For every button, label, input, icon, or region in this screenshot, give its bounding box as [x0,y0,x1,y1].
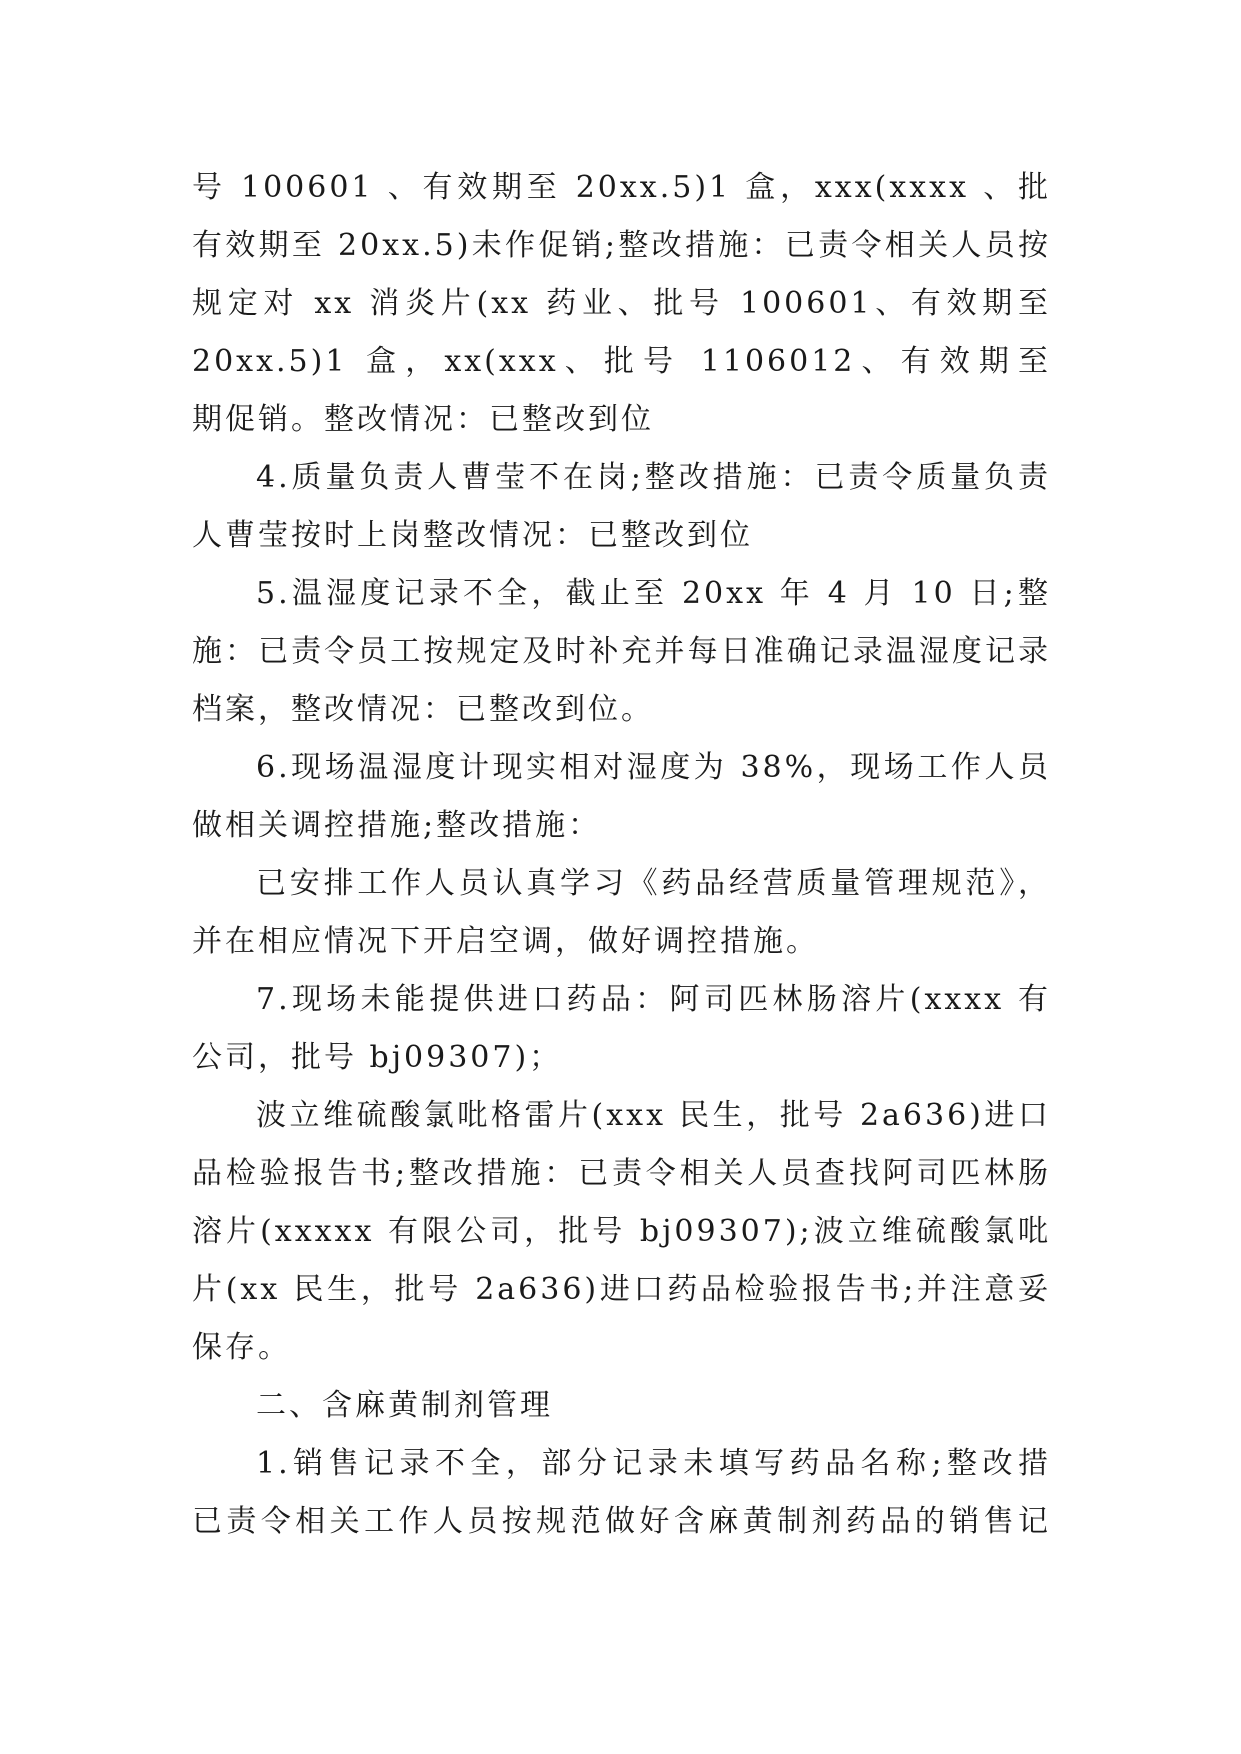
text-line: 品检验报告书;整改措施：已责令相关人员查找阿司匹林肠 [192,1156,1051,1191]
text-line: 波立维硫酸氯吡格雷片(xxx 民生，批号 2a636)进口 [256,1098,1051,1133]
text-line: 已责令相关工作人员按规范做好含麻黄制剂药品的销售记 [192,1504,1051,1539]
section-heading [192,1377,1051,1435]
text-line: 规定对 xx 消炎片(xx 药业、批号 100601、有效期至 [192,286,1051,321]
paragraph [192,565,1051,739]
text-line: 号 100601 、有效期至 20xx.5)1 盒，xxx(xxxx 、批 [192,170,1051,205]
text-line: 5.温湿度记录不全，截止至 20xx 年 4 月 10 日;整 [256,576,1051,611]
paragraph [192,739,1051,855]
document-body [192,159,1051,1551]
text-line: 做相关调控措施;整改措施： [192,808,602,843]
paragraph [192,971,1051,1087]
text-line: 片(xx 民生，批号 2a636)进口药品检验报告书;并注意妥 [192,1272,1051,1307]
text-line: 公司，批号 bj09307)； [192,1040,563,1075]
text-line: 并在相应情况下开启空调，做好调控措施。 [192,924,819,959]
text-line: 期促销。整改情况：已整改到位 [192,402,654,437]
text-line: 有效期至 20xx.5)未作促销;整改措施：已责令相关人员按 [192,228,1051,263]
text-line: 保存。 [192,1330,291,1365]
paragraph [192,855,1051,971]
text-line: 6.现场温湿度计现实相对湿度为 38%，现场工作人员 [256,750,1051,785]
text-line: 溶片(xxxxx 有限公司，批号 bj09307);波立维硫酸氯吡 [192,1214,1051,1249]
text-line: 4.质量负责人曹莹不在岗;整改措施：已责令质量负责 [256,460,1051,495]
text-line: 人曹莹按时上岗整改情况：已整改到位 [192,518,753,553]
paragraph [192,1087,1051,1377]
text-line: 7.现场未能提供进口药品：阿司匹林肠溶片(xxxx 有 [256,982,1051,1017]
text-line: 档案，整改情况：已整改到位。 [192,692,654,727]
text-line: 二、含麻黄制剂管理 [256,1388,553,1423]
paragraph [192,159,1051,449]
paragraph [192,1435,1051,1551]
paragraph [192,449,1051,565]
text-line: 1.销售记录不全，部分记录未填写药品名称;整改措 [256,1446,1051,1481]
text-line: 施：已责令员工按规定及时补充并每日准确记录温湿度记录 [192,634,1051,669]
text-line: 已安排工作人员认真学习《药品经营质量管理规范》， [256,866,1051,901]
text-line: 20xx.5)1 盒，xx(xxx、批号 1106012、有效期至 [192,344,1051,379]
